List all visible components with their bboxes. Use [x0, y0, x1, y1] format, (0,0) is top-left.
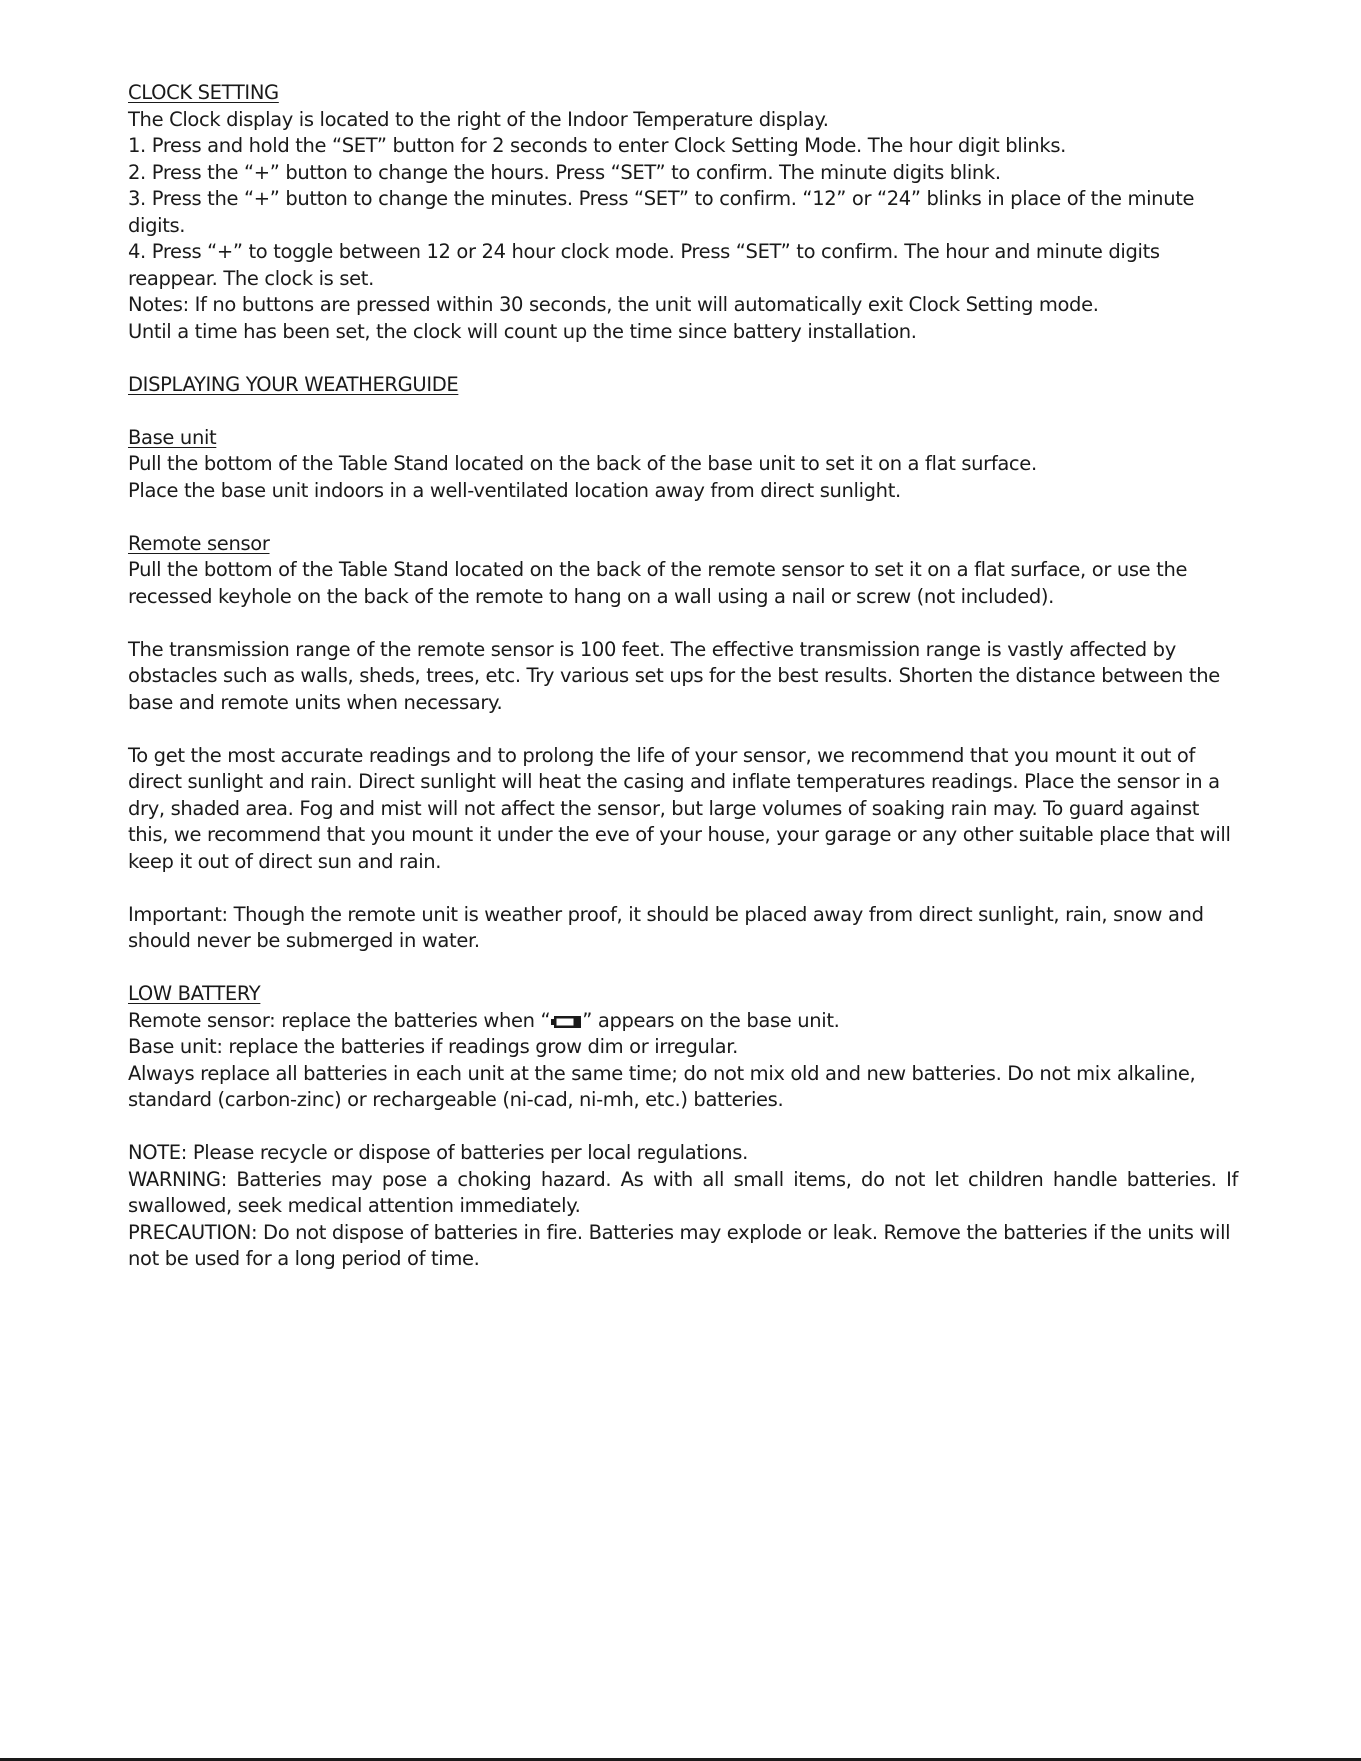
- clock-setting-heading: CLOCK SETTING: [128, 81, 279, 104]
- clock-step-4: 4. Press “+” to toggle between 12 or 24 hour clock mode. Press “SET” to confirm. The hour and minute digits reappear. The clock is set.: [128, 240, 1160, 290]
- remote-sensor-paragraph-3: To get the most accurate readings and to prolong the life of your sensor, we recommend that you mount it out of direct sunlight and rain. Direct sunlight will heat the casing and inflate temperatures readings. Place the sensor in a dry, shaded area. Fog and mist will not affect the sensor, but large volumes of soaking rain may. To guard against this, we recommend that you mount it under the eve of your house, your garage or any other suitable place that will keep it out of direct sun and rain.: [128, 743, 1231, 873]
- remote-sensor-heading: Remote sensor: [128, 531, 270, 555]
- displaying-heading: DISPLAYING YOUR WEATHERGUIDE: [128, 372, 459, 396]
- clock-step-2: 2. Press the “+” button to change the hours. Press “SET” to confirm. The minute digits blink.: [128, 160, 1001, 184]
- spacer: [128, 398, 1238, 425]
- base-unit-line-1: Pull the bottom of the Table Stand located on the back of the base unit to set it on a flat surface.: [128, 452, 1037, 475]
- document-body: [128, 80, 1238, 1273]
- clock-until-note: Until a time has been set, the clock will count up the time since battery installation.: [128, 319, 917, 343]
- remote-sensor-paragraph-1: Pull the bottom of the Table Stand located on the back of the remote sensor to set it on a flat surface, or use the recessed keyhole on the back of the remote to hang on a wall using a nail or screw (not included).: [128, 558, 1188, 608]
- displaying-section: [128, 372, 1238, 955]
- notices-section: [128, 1140, 1238, 1273]
- important-note: Important: Though the remote unit is weather proof, it should be placed away from direct sunlight, rain, snow and should never be submerged in water.: [128, 902, 1204, 952]
- remote-battery-prefix: Remote sensor: replace the batteries when “: [128, 1008, 551, 1032]
- spacer: [128, 955, 1238, 982]
- base-battery-line: Base unit: replace the batteries if readings grow dim or irregular.: [128, 1035, 738, 1058]
- spacer: [128, 504, 1238, 531]
- base-unit-line-2: Place the base unit indoors in a well-ventilated location away from direct sunlight.: [128, 478, 901, 502]
- clock-step-3: 3. Press the “+” button to change the minutes. Press “SET” to confirm. “12” or “24” blinks in place of the minute digits.: [128, 187, 1195, 237]
- clock-notes: Notes: If no buttons are pressed within 30 seconds, the unit will automatically exit Clock Setting mode.: [128, 293, 1099, 316]
- base-unit-heading: Base unit: [128, 425, 217, 449]
- spacer: [128, 1114, 1238, 1141]
- spacer: [128, 875, 1238, 902]
- spacer: [128, 716, 1238, 743]
- clock-step-1: 1. Press and hold the “SET” button for 2 seconds to enter Clock Setting Mode. The hour digit blinks.: [128, 134, 1067, 157]
- clock-intro: The Clock display is located to the right of the Indoor Temperature display.: [128, 107, 829, 131]
- spacer: [128, 345, 1238, 372]
- low-battery-heading: LOW BATTERY: [128, 982, 261, 1005]
- remote-battery-line: [128, 1008, 1238, 1035]
- remote-battery-suffix: ” appears on the base unit.: [582, 1008, 840, 1032]
- recycle-note: NOTE: Please recycle or dispose of batteries per local regulations.: [128, 1141, 748, 1164]
- battery-replacement-note: Always replace all batteries in each unit at the same time; do not mix old and new batteries. Do not mix alkaline, standard (carbon-zinc) or rechargeable (ni-cad, ni-mh, etc.) batteries.: [128, 1061, 1196, 1111]
- remote-sensor-paragraph-2: The transmission range of the remote sensor is 100 feet. The effective transmission range is vastly affected by obstacles such as walls, sheds, trees, etc. Try various set ups for the best results. Shorten the distance between the base and remote units when necessary.: [128, 637, 1220, 714]
- choking-warning: WARNING: Batteries may pose a choking hazard. As with all small items, do not let children handle batteries. If swallowed, seek medical attention immediately.: [128, 1167, 1238, 1217]
- low-battery-section: [128, 981, 1238, 1114]
- clock-setting-section: [128, 80, 1238, 345]
- spacer: [128, 610, 1238, 637]
- fire-precaution: PRECAUTION: Do not dispose of batteries in fire. Batteries may explode or leak. Remove the batteries if the units will not be used for a long period of time.: [128, 1220, 1231, 1270]
- low-battery-icon: [551, 1009, 581, 1021]
